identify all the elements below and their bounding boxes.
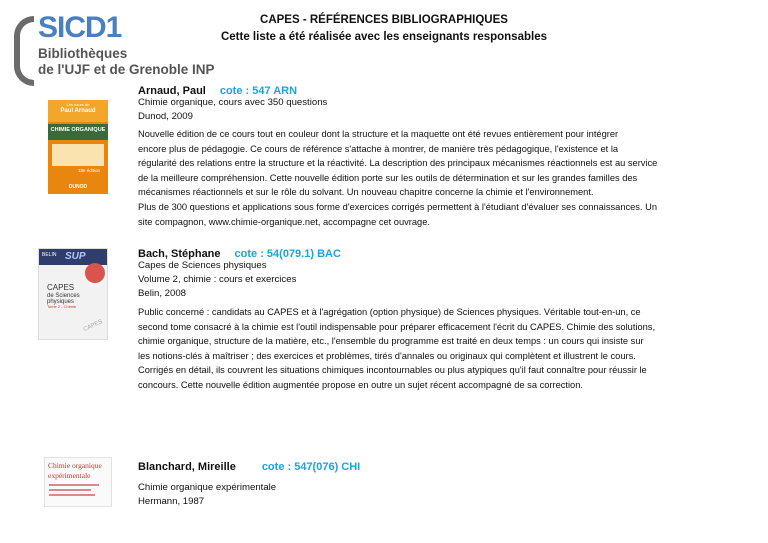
book-title: Volume 2, chimie : cours et exercices xyxy=(138,274,297,285)
call-number: cote : 54(079.1) BAC xyxy=(234,248,341,260)
book-cover-arnaud: Les cours de Paul Arnaud CHIMIE ORGANIQUE 18e édition DUNOD xyxy=(48,100,108,194)
book-publisher: Hermann, 1987 xyxy=(138,496,205,507)
entry-meta xyxy=(138,259,296,301)
page-header xyxy=(0,12,768,46)
entry-description: Public concerné : candidats au CAPES et à l'agrégation (option physique) de Sciences physiques. Véritable tout-en-un, ce second tome consacré à la chimie est l'outil indispensable pour préparer efficacement l'écrit du CAPES. Chimie des solutions, chimie organique, structure de la matière, etc., l'ensemble du programme est traité en deux temps : un cours qui insiste sur les notions-clés à maîtriser ; des exercices et problèmes, tirés d'annales ou originaux qui complètent et illustrent le cours. Corrigés en détail, ils couvrent les situations chimiques incontournables ou plus atypiques qu'il faut connaître pour réussir le concours. Cette nouvelle édition augmentée propose en outre un sujet récent accompagné de sa correction. xyxy=(138,307,656,390)
book-cover-bach: BELIN SUP CAPES de Sciences physiques Tome 2 - Chimie CAPES xyxy=(38,248,108,340)
logo-line-2: de l'UJF et de Grenoble INP xyxy=(38,62,215,77)
book-publisher: Dunod, 2009 xyxy=(138,111,193,122)
book-title: Chimie organique expérimentale xyxy=(138,482,277,493)
call-number: cote : 547(076) CHI xyxy=(261,461,361,473)
call-number: cote : 547 ARN xyxy=(219,85,298,97)
logo-name: SICD1 xyxy=(38,11,122,44)
entry-meta xyxy=(138,481,276,509)
entry-meta xyxy=(138,96,327,124)
author-name: Bach, Stéphane xyxy=(138,248,221,260)
author-name: Arnaud, Paul xyxy=(138,85,206,97)
book-series: Capes de Sciences physiques xyxy=(138,260,267,271)
page-subtitle: Cette liste a été réalisée avec les enseignants responsables xyxy=(220,31,547,43)
entry-description: Nouvelle édition de ce cours tout en couleur dont la structure et la maquette ont été revues entièrement pour intégrer encore plus de pédagogie. Ce cours de référence s'attache à montrer, de manière très pédagogique, l'existence et la régularité des relations entre la structure et la réactivité. La description des principaux mécanismes réactionnels est au service de la meilleure compréhension. Cette nouvelle édition porte sur les outils de détermination et sur les grandes familles des mécanismes réactionnels et sur le rôle du solvant. Un nouveau chapitre concerne la chimie et l'environnement. Plus de 300 questions et applications sous forme d'exercices corrigés permettent à l'étudiant d'évaluer ses connaissances. Un site compagnon, www.chimie-organique.net, accompagne cet ouvrage. xyxy=(138,129,658,227)
book-title: Chimie organique, cours avec 350 questions xyxy=(138,97,328,108)
book-cover-blanchard: Chimie organique expérimentale xyxy=(44,457,112,507)
logo-line-1: Bibliothèques xyxy=(38,46,128,61)
author-name: Blanchard, Mireille xyxy=(138,461,236,473)
entry-header xyxy=(138,461,360,473)
book-publisher: Belin, 2008 xyxy=(138,288,187,299)
page-title: CAPES - RÉFÉRENCES BIBLIOGRAPHIQUES xyxy=(260,14,508,26)
